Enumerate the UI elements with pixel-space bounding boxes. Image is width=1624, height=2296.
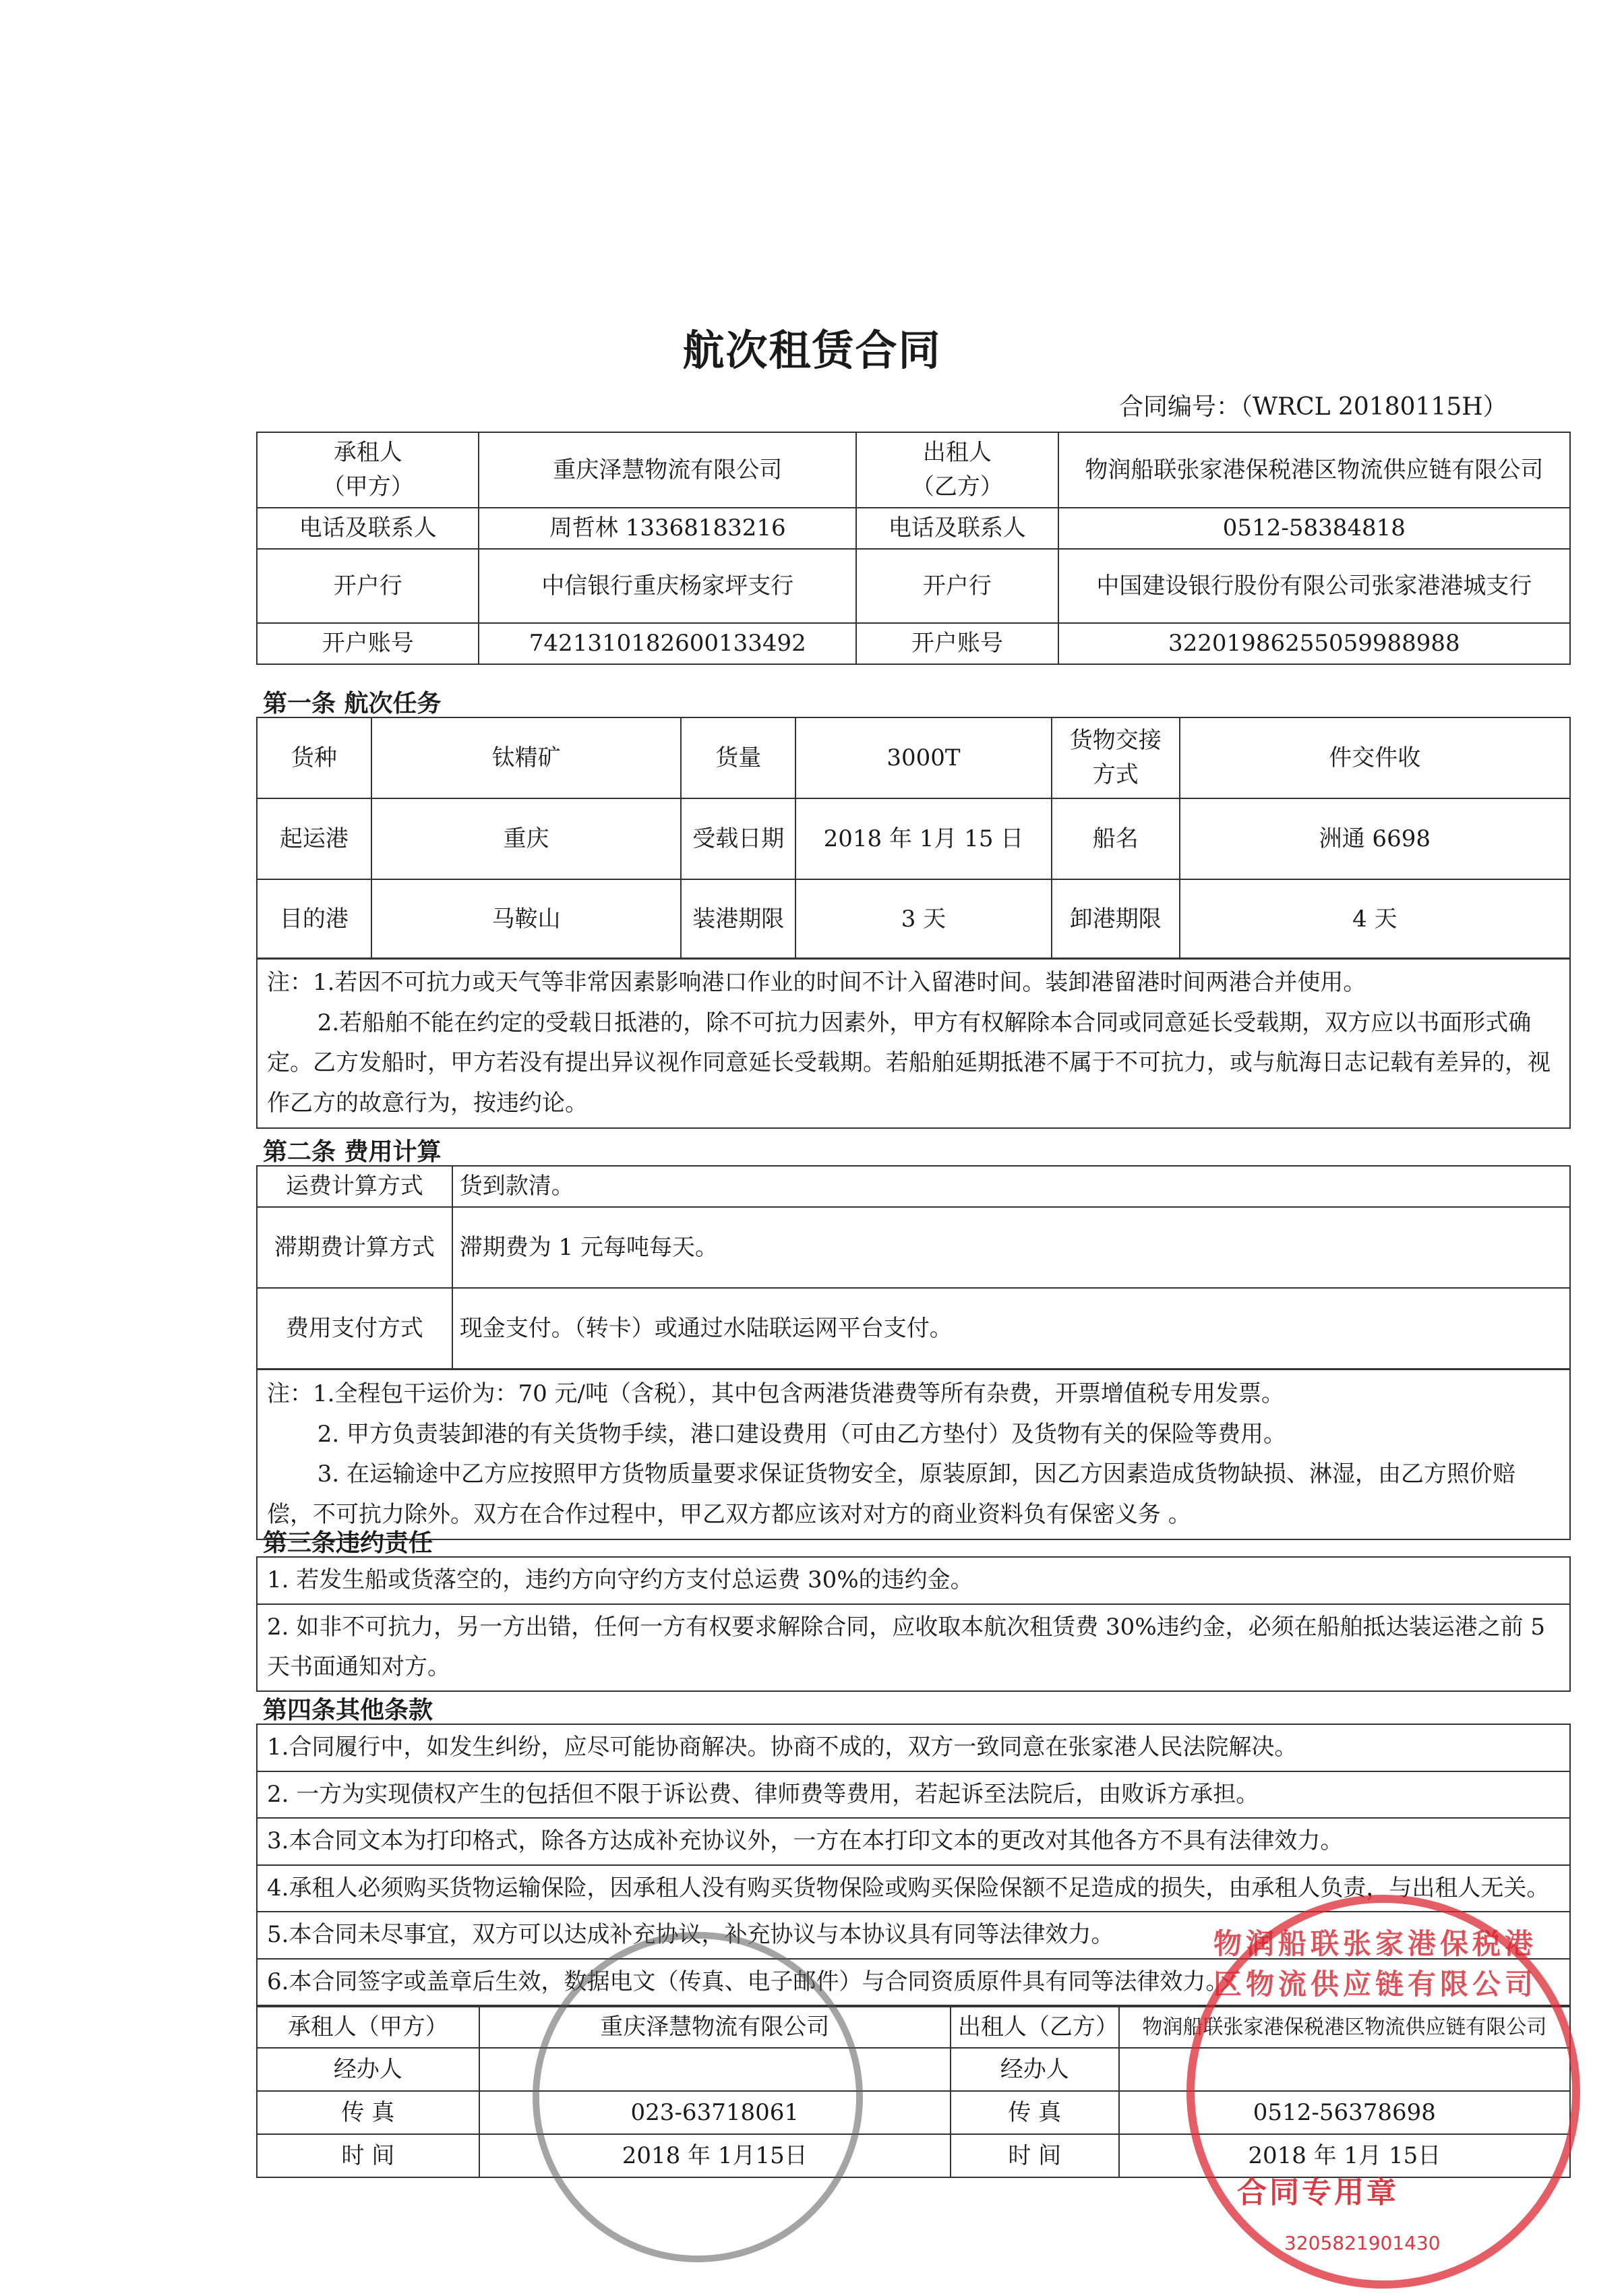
contract-number: 合同编号：（WRCL 20180115H） xyxy=(1119,393,1507,421)
demurrage-label: 滞期费计算方式 xyxy=(257,1207,452,1288)
cargo-label: 货种 xyxy=(257,717,371,798)
lessee-bank: 中信银行重庆杨家坪支行 xyxy=(479,549,856,623)
sign-fax-label: 传 真 xyxy=(257,2091,479,2134)
sign-lessor-label: 出租人（乙方） xyxy=(951,2007,1119,2048)
section4-item-5: 5.本合同未尽事宜，双方可以达成补充协议，补充协议与本协议具有同等法律效力。 xyxy=(256,1911,1571,1958)
lessee-account-label: 开户账号 xyxy=(257,623,479,664)
section1-note-2: 2.若船舶不能在约定的受载日抵港的，除不可抗力因素外，甲方有权解除本合同或同意延长受载期，双方应以书面形式确定。乙方发船时，甲方若没有提出异议视作同意延长受载期。若船舶延期抵港不属于不可抗力，或与航海日志记载有差异的，视作乙方的故意行为，按违约论。 xyxy=(267,1009,1551,1117)
lessee-account: 7421310182600133492 xyxy=(479,623,856,664)
unload-period-label: 卸港期限 xyxy=(1052,879,1180,959)
demurrage-value: 滞期费为 1 元每吨每天。 xyxy=(452,1207,1570,1288)
parties-table xyxy=(256,432,1571,665)
lessor-bank-label: 开户行 xyxy=(856,549,1058,623)
unload-period-value: 4 天 xyxy=(1180,879,1570,959)
seal-right-arc-text: 物润船联张家港保税港区物流供应链有限公司 xyxy=(1213,1927,1538,2001)
company-seal-left xyxy=(533,1932,863,2262)
section4-item-3: 3.本合同文本为打印格式，除各方达成补充协议外，一方在本打印文本的更改对其他各方不具有法律效力。 xyxy=(256,1817,1571,1864)
sign-agent-label: 经办人 xyxy=(257,2048,479,2091)
lessor-label: 出租人 （乙方） xyxy=(856,432,1058,508)
sign-lessor-time: 2018 年 1月 15日 xyxy=(1119,2134,1570,2177)
origin-label: 起运港 xyxy=(257,798,371,879)
section2-note-3: 3. 在运输途中乙方应按照甲方货物质量要求保证货物安全，原装原卸，因乙方因素造成货物缺损、淋湿，由乙方照价赔偿，不可抗力除外。双方在合作过程中，甲乙双方都应该对对方的商业资料负有保密义务 。 xyxy=(267,1461,1516,1528)
sign-lessor-value: 物润船联张家港保税港区物流供应链有限公司 xyxy=(1119,2007,1570,2048)
dest-value: 马鞍山 xyxy=(371,879,681,959)
seal-right-number: 3205821901430 xyxy=(1284,2232,1441,2254)
section1-notes xyxy=(256,958,1571,1129)
section3-item-1: 1. 若发生船或货落空的，违约方向守约方支付总运费 30%的违约金。 xyxy=(256,1556,1571,1603)
section3-item-2: 2. 如非不可抗力，另一方出错，任何一方有权要求解除合同，应收取本航次租赁费 30%违约金，必须在船舶抵达装运港之前 5 天书面通知对方。 xyxy=(256,1603,1571,1692)
section4-item-1: 1.合同履行中，如发生纠纷，应尽可能协商解决。协商不成的，双方一致同意在张家港人民法院解决。 xyxy=(256,1724,1571,1771)
loading-date-label: 受载日期 xyxy=(681,798,795,879)
cargo-value: 钛精矿 xyxy=(371,717,681,798)
ship-label: 船名 xyxy=(1052,798,1180,879)
lessee-phone-label: 电话及联系人 xyxy=(257,508,479,549)
lessor-phone: 0512-58384818 xyxy=(1058,508,1570,549)
section2-notes xyxy=(256,1369,1571,1540)
lessor-value: 物润船联张家港保税港区物流供应链有限公司 xyxy=(1058,432,1570,508)
freight-label: 运费计算方式 xyxy=(257,1166,452,1207)
sign-lessee-label: 承租人（甲方） xyxy=(257,2007,479,2048)
load-period-value: 3 天 xyxy=(795,879,1052,959)
dest-label: 目的港 xyxy=(257,879,371,959)
sign-time-label: 时 间 xyxy=(257,2134,479,2177)
lessor-bank: 中国建设银行股份有限公司张家港港城支行 xyxy=(1058,549,1570,623)
lessee-label: 承租人 （甲方） xyxy=(257,432,479,508)
lessee-phone: 周哲林 13368183216 xyxy=(479,508,856,549)
origin-value: 重庆 xyxy=(371,798,681,879)
section2-note-2: 2. 甲方负责装卸港的有关货物手续，港口建设费用（可由乙方垫付）及货物有关的保险等费用。 xyxy=(317,1420,1287,1448)
sign-fax-label-2: 传 真 xyxy=(951,2091,1119,2134)
handover-label: 货物交接方式 xyxy=(1052,717,1180,798)
ship-value: 洲通 6698 xyxy=(1180,798,1570,879)
page-title: 航次租赁合同 xyxy=(682,326,942,375)
section4-item-6: 6.本合同签字或盖章后生效，数据电文（传真、电子邮件）与合同资质原件具有同等法律效力。 xyxy=(256,1958,1571,2007)
sign-time-label-2: 时 间 xyxy=(951,2134,1119,2177)
section2-title: 第二条 费用计算 xyxy=(263,1138,442,1166)
lessor-account: 32201986255059988988 xyxy=(1058,623,1570,664)
sign-lessee-time: 2018 年 1月15日 xyxy=(479,2134,951,2177)
load-period-label: 装港期限 xyxy=(681,879,795,959)
payment-label: 费用支付方式 xyxy=(257,1288,452,1369)
fee-table xyxy=(256,1165,1571,1370)
lessee-bank-label: 开户行 xyxy=(257,549,479,623)
qty-value: 3000T xyxy=(795,717,1052,798)
section4-item-4: 4.承租人必须购买货物运输保险，因承租人没有购买货物保险或购买保险保额不足造成的损失，由承租人负责，与出租人无关。 xyxy=(256,1864,1571,1912)
sign-agent-label-2: 经办人 xyxy=(951,2048,1119,2091)
sign-lessor-fax: 0512-56378698 xyxy=(1119,2091,1570,2134)
section4-item-2: 2. 一方为实现债权产生的包括但不限于诉讼费、律师费等费用，若起诉至法院后，由败诉方承担。 xyxy=(256,1771,1571,1818)
voyage-table xyxy=(256,717,1571,960)
lessee-value: 重庆泽慧物流有限公司 xyxy=(479,432,856,508)
loading-date-value: 2018 年 1月 15 日 xyxy=(795,798,1052,879)
payment-value: 现金支付。（转卡）或通过水陆联运网平台支付。 xyxy=(452,1288,1570,1369)
handover-value: 件交件收 xyxy=(1180,717,1570,798)
section4-title: 第四条其他条款 xyxy=(263,1696,433,1724)
section1-note-1: 注：1.若因不可抗力或天气等非常因素影响港口作业的时间不计入留港时间。装卸港留港时间两港合并使用。 xyxy=(267,969,1366,996)
sign-lessee-fax: 023-63718061 xyxy=(479,2091,951,2134)
lessor-account-label: 开户账号 xyxy=(856,623,1058,664)
lessor-phone-label: 电话及联系人 xyxy=(856,508,1058,549)
section1-title: 第一条 航次任务 xyxy=(263,689,442,717)
freight-value: 货到款清。 xyxy=(452,1166,1570,1207)
sign-lessee-value: 重庆泽慧物流有限公司 xyxy=(479,2007,951,2048)
section3-list xyxy=(256,1556,1571,1692)
seal-right-text: 合同专用章 xyxy=(1237,2175,1399,2210)
section3-title: 第三条违约责任 xyxy=(263,1529,433,1557)
qty-label: 货量 xyxy=(681,717,795,798)
section2-note-1: 注：1.全程包干运价为：70 元/吨（含税），其中包含两港货港费等所有杂费，开票增值税专用发票。 xyxy=(267,1380,1284,1407)
